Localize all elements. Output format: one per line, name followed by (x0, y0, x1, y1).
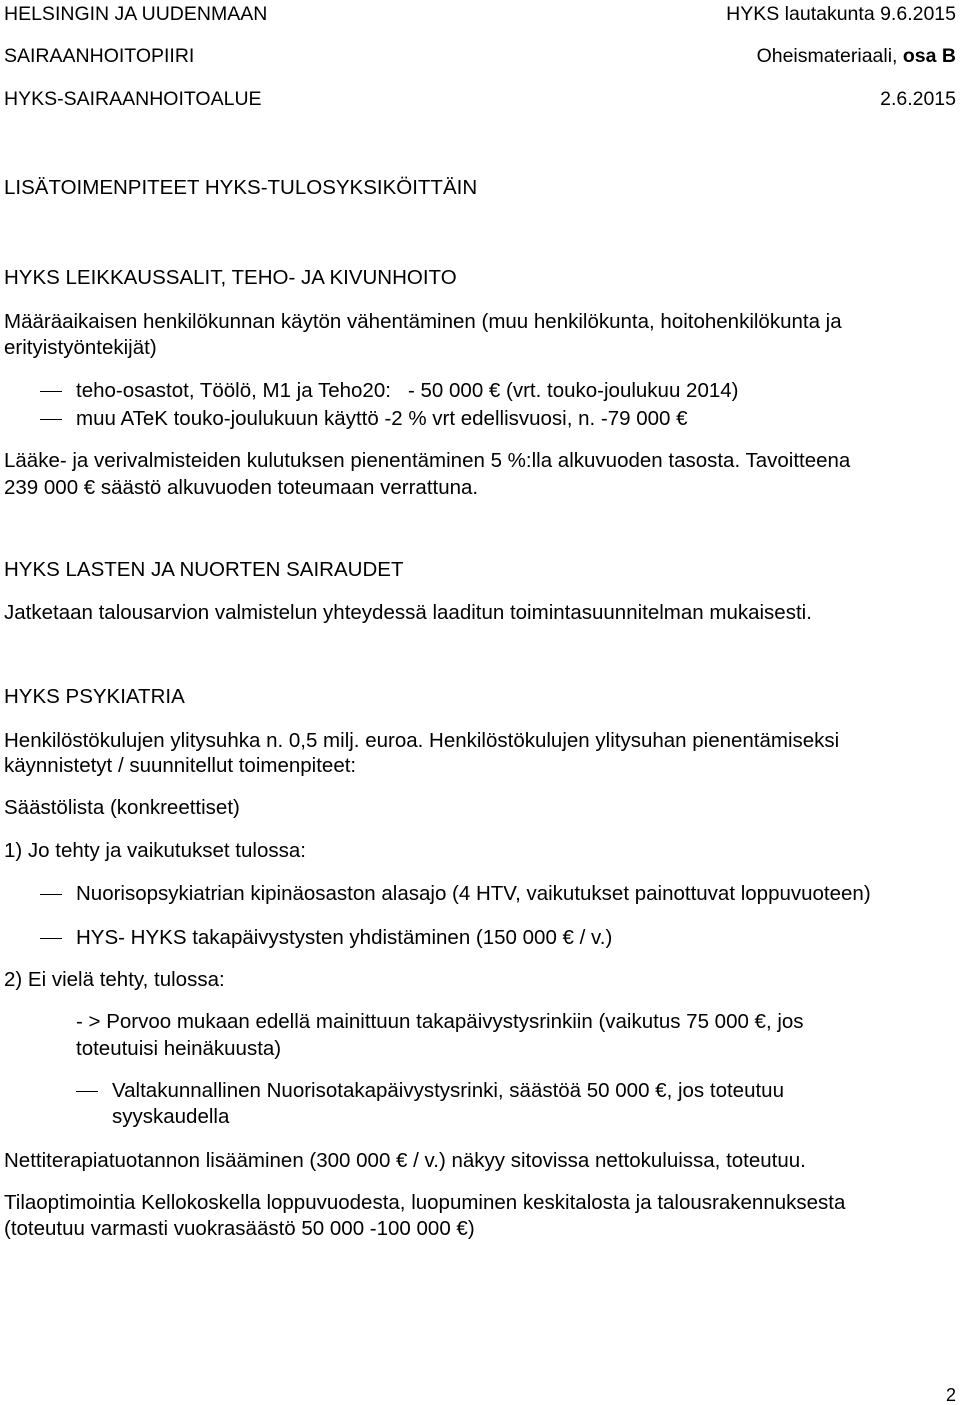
s3-savings-list-label: Säästölista (konkreettiset) (4, 796, 240, 819)
s3-para1-line1: Henkilöstökulujen ylitysuhka n. 0,5 milj. euroa. Henkilöstökulujen ylitysuhan pienentämiseksi (4, 729, 840, 752)
s3-bullet-2-text: HYS- HYKS takapäivystysten yhdistäminen (150 000 € / v.) (76, 926, 613, 949)
org-name-line-3: HYKS-SAIRAANHOITOALUE (4, 88, 262, 110)
dash-bullet-icon (40, 894, 62, 895)
document-date: 2.6.2015 (880, 88, 956, 110)
board-meeting-date: HYKS lautakunta 9.6.2015 (726, 3, 956, 25)
section-heading-children: HYKS LASTEN JA NUORTEN SAIRAUDET (4, 558, 404, 581)
s3-para-space-line2: (toteutuu varmasti vuokrasäästö 50 000 -100 000 €) (4, 1217, 475, 1240)
s1-para2-line2: 239 000 € säästö alkuvuoden toteumaan verrattuna. (4, 476, 479, 499)
attachment-part: osa B (902, 45, 956, 67)
s3-bullet-1 (40, 880, 62, 907)
s1-para1-line1: Määräaikaisen henkilökunnan käytön vähentäminen (muu henkilökunta, hoitohenkilökunta ja (4, 310, 842, 333)
section-heading-psychiatry: HYKS PSYKIATRIA (4, 685, 185, 708)
s1-bullet-2-text: muu ATeK touko-joulukuun käyttö -2 % vrt edellisvuosi, n. -79 000 € (76, 407, 688, 430)
s1-bullet-1-text: teho-osastot, Töölö, M1 ja Teho20: - 50 000 € (vrt. touko-joulukuu 2014) (76, 379, 739, 402)
s3-bullet-2 (40, 924, 62, 951)
attachment-label (757, 44, 956, 68)
s2-para1: Jatketaan talousarvion valmistelun yhteydessä laaditun toimintasuunnitelman mukaisesti. (4, 601, 812, 624)
s3-para-space-line1: Tilaoptimointia Kellokoskella loppuvuodesta, luopuminen keskitalosta ja talousrakennuksesta (4, 1191, 846, 1214)
s1-para2-line1: Lääke- ja verivalmisteiden kulutuksen pienentäminen 5 %:lla alkuvuoden tasosta. Tavoitteena (4, 449, 851, 472)
dash-bullet-icon (40, 391, 62, 392)
s1-bullet-1 (40, 377, 62, 404)
s3-bullet-3-line1: Valtakunnallinen Nuorisotakapäivystysrinki, säästöä 50 000 €, jos toteutuu (112, 1079, 784, 1102)
s3-bullet-3-line2: syyskaudella (112, 1105, 230, 1128)
s3-upcoming-label: 2) Ei vielä tehty, tulossa: (4, 968, 225, 991)
s3-done-label: 1) Jo tehty ja vaikutukset tulossa: (4, 839, 306, 862)
org-name-line-1: HELSINGIN JA UUDENMAAN (4, 3, 268, 25)
s3-arrow-item-line2: toteutuisi heinäkuusta) (76, 1037, 282, 1060)
s3-arrow-item-line1: - > Porvoo mukaan edellä mainittuun takapäivystysrinkiin (vaikutus 75 000 €, jos (76, 1010, 804, 1033)
s3-para-online-therapy: Nettiterapiatuotannon lisääminen (300 000 € / v.) näkyy sitovissa nettokuluissa, toteutuu. (4, 1149, 806, 1172)
org-name-line-2: SAIRAANHOITOPIIRI (4, 45, 195, 67)
s3-bullet-1-text: Nuorisopsykiatrian kipinäosaston alasajo (4 HTV, vaikutukset painottuvat loppuvuoteen) (76, 882, 871, 905)
s1-para1-line2: erityistyöntekijät) (4, 336, 157, 359)
s1-bullet-2 (40, 405, 62, 432)
s3-bullet-3 (76, 1077, 98, 1104)
dash-bullet-icon (40, 938, 62, 939)
document-title: LISÄTOIMENPITEET HYKS-TULOSYKSIKÖITTÄIN (4, 176, 478, 199)
dash-bullet-icon (76, 1091, 98, 1092)
s3-para1-line2: käynnistetyt / suunnitellut toimenpiteet: (4, 754, 357, 777)
dash-bullet-icon (40, 419, 62, 420)
section-heading-surgery: HYKS LEIKKAUSSALIT, TEHO- JA KIVUNHOITO (4, 266, 457, 289)
attachment-label-prefix: Oheismateriaali, (756, 45, 903, 67)
page-number: 2 (945, 1385, 956, 1405)
